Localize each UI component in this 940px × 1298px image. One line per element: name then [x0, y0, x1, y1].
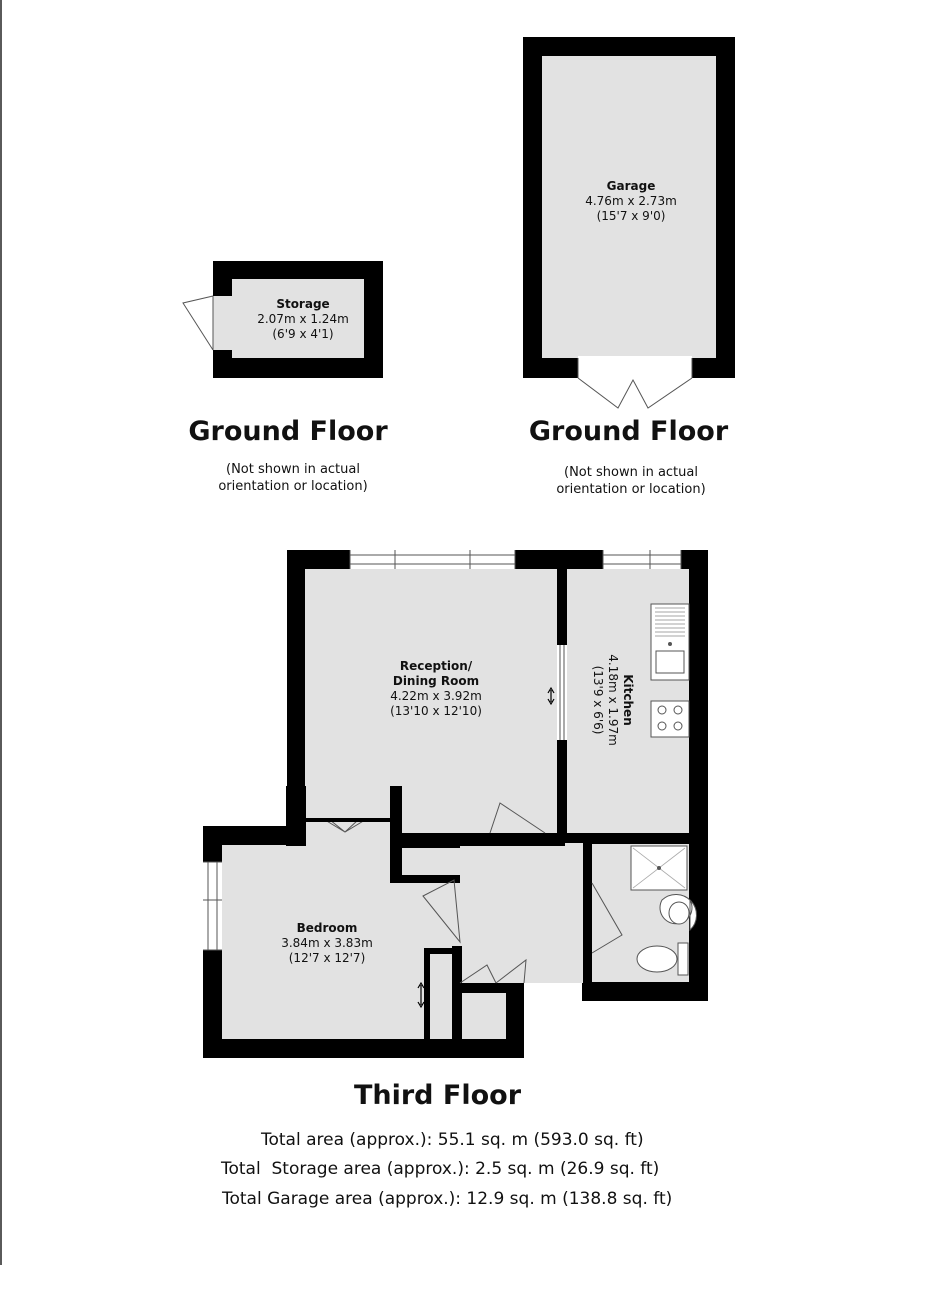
ground-floor-left-title: Ground Floor — [188, 416, 388, 447]
reception-window — [350, 550, 515, 569]
third-floor-plan — [203, 550, 708, 1058]
storage-name: Storage — [276, 297, 330, 311]
ground-floor-left-note — [200, 461, 386, 495]
kitchen-fittings — [651, 604, 689, 737]
bedroom-window — [203, 862, 222, 950]
ground-floor-left-note-line2: orientation or location) — [218, 479, 368, 494]
ground-floor-left-note-line1: (Not shown in actual — [226, 462, 360, 477]
kitchen-name: Kitchen — [621, 674, 635, 726]
bedroom-imperial: (12'7 x 12'7) — [288, 951, 366, 965]
kitchen-bathroom-wall — [557, 833, 689, 843]
reception-name-line1: Reception/ — [399, 659, 473, 673]
garage-area-line: Total Garage area (approx.): 12.9 sq. m (138.8 sq. ft) — [222, 1189, 673, 1209]
total-area-line: Total area (approx.): 55.1 sq. m (593.0 sq. ft) — [261, 1130, 644, 1150]
kitchen-window — [603, 550, 681, 569]
storage-area-line: Total Storage area (approx.): 2.5 sq. m (26.9 sq. ft) — [221, 1159, 660, 1179]
kitchen-imperial: (13'9 x 6'6) — [591, 665, 605, 735]
garage-metric: 4.76m x 2.73m — [585, 194, 677, 208]
kitchen-metric: 4.18m x 1.97m — [606, 654, 620, 746]
garage-room — [523, 37, 735, 408]
ground-floor-right-note — [538, 464, 724, 498]
third-floor-title: Third Floor — [353, 1080, 522, 1111]
ground-floor-right-title: Ground Floor — [528, 416, 729, 447]
garage-door-swing — [578, 378, 692, 408]
reception-imperial: (13'10 x 12'10) — [390, 704, 482, 718]
bedroom-name: Bedroom — [296, 921, 358, 935]
storage-room — [183, 261, 383, 378]
storage-door-opening — [213, 296, 232, 350]
reception-metric: 4.22m x 3.92m — [390, 689, 482, 703]
storage-imperial: (6'9 x 4'1) — [272, 327, 334, 341]
cupboard-wall — [390, 786, 402, 882]
bedroom-hall-wall — [452, 946, 462, 1042]
ground-floor-right-note-line2: orientation or location) — [556, 482, 706, 497]
bathroom-wall-upper — [583, 843, 592, 883]
ground-floor-right-note-line1: (Not shown in actual — [564, 465, 698, 480]
garage-name: Garage — [606, 179, 656, 193]
garage-imperial: (15'7 x 9'0) — [596, 209, 666, 223]
reception-name-line2: Dining Room — [392, 674, 480, 688]
cupboard-floor — [462, 992, 506, 1039]
garage-door-opening — [578, 356, 692, 378]
storage-door-swing — [183, 296, 213, 350]
storage-metric: 2.07m x 1.24m — [257, 312, 349, 326]
bedroom-metric: 3.84m x 3.83m — [281, 936, 373, 950]
